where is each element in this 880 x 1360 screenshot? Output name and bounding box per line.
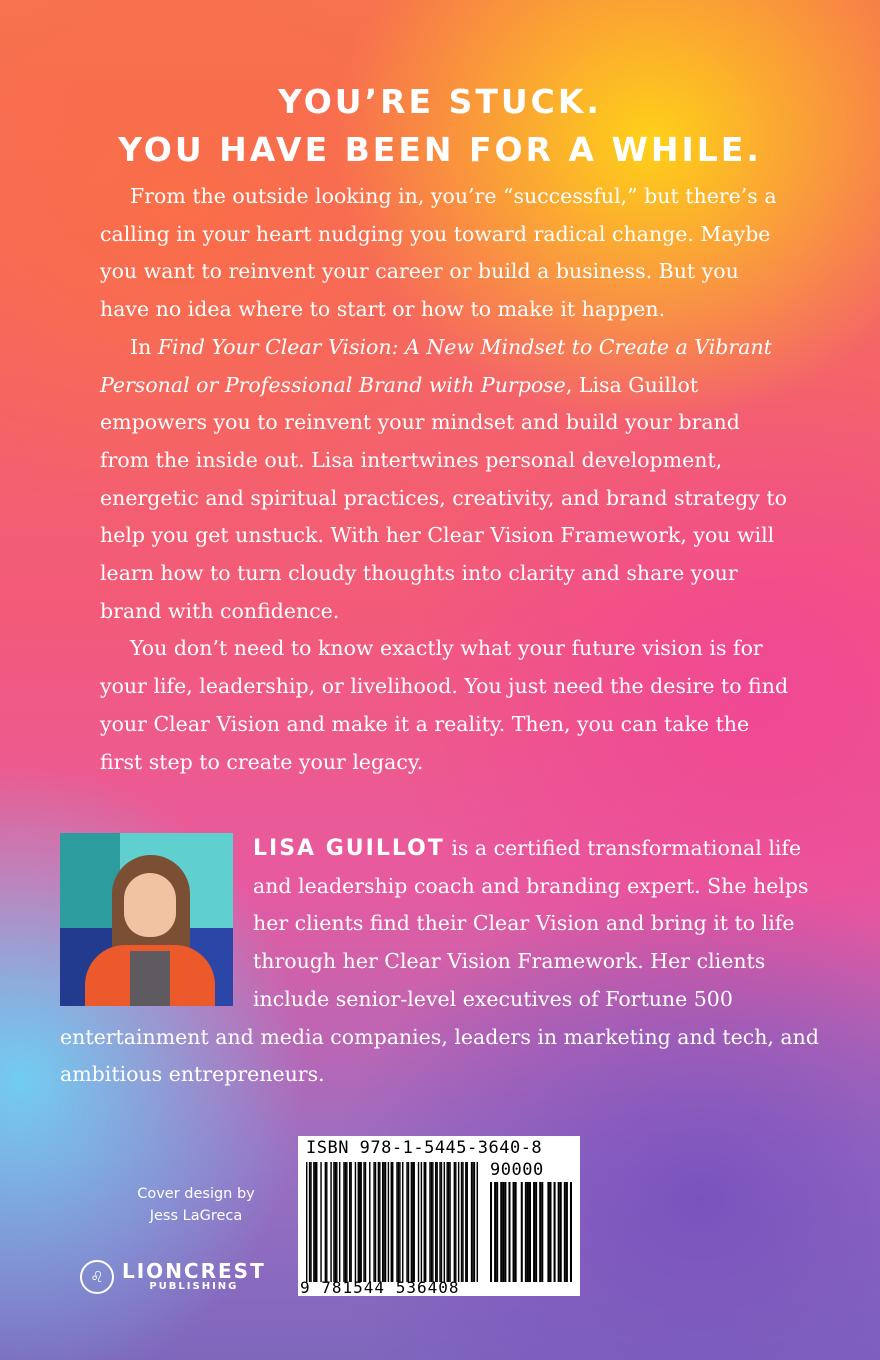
barcode-bar bbox=[444, 1162, 445, 1282]
barcode-bar bbox=[547, 1182, 549, 1282]
barcode-bar bbox=[515, 1182, 517, 1282]
barcode-bar bbox=[363, 1162, 364, 1282]
cover-credit-line-2: Jess LaGreca bbox=[149, 1208, 243, 1224]
publisher-sub: PUBLISHING bbox=[149, 1281, 239, 1292]
isbn-barcode bbox=[298, 1136, 580, 1296]
barcode-bar bbox=[412, 1162, 413, 1282]
barcode-bar bbox=[513, 1182, 515, 1282]
barcode-bar bbox=[436, 1162, 437, 1282]
blurb-paragraph-1: From the outside looking in, you’re “successful,” but there’s a calling in your heart nudging you toward radical change. Maybe you want to reinvent your career or build a business. But you have no idea where to start or how to make it happen. bbox=[100, 184, 777, 322]
author-bio-text: is a certified transformational life and leadership coach and branding expert. She helps her clients find their Clear Vision and bring it to life through her Clear Vision Framework. Her clients include senior-level executives of Fortune 500 entertainment and media companies, leaders in marketing and tech, and ambitious entrepreneurs. bbox=[60, 836, 819, 1087]
barcode-bar bbox=[315, 1162, 316, 1282]
blurb-paragraph-2 bbox=[100, 329, 790, 631]
barcode-bar bbox=[310, 1162, 311, 1282]
barcode-bar bbox=[306, 1162, 307, 1282]
barcode-bar bbox=[446, 1162, 447, 1282]
headline-line-2: YOU HAVE BEEN FOR A WHILE. bbox=[118, 130, 762, 169]
barcode-bar bbox=[474, 1162, 475, 1282]
barcode-bar bbox=[392, 1162, 393, 1282]
barcode-bar bbox=[455, 1162, 456, 1282]
barcode-bar bbox=[441, 1162, 442, 1282]
author-name: LISA GUILLOT bbox=[253, 836, 445, 861]
barcode-bar bbox=[560, 1182, 562, 1282]
cover-credit-line-1: Cover design by bbox=[137, 1186, 255, 1202]
barcode-bar bbox=[316, 1162, 317, 1282]
barcode-bar bbox=[360, 1162, 361, 1282]
barcode-bar bbox=[359, 1162, 360, 1282]
barcode-bar bbox=[448, 1162, 449, 1282]
barcode-bar bbox=[461, 1162, 462, 1282]
barcode-bar bbox=[529, 1182, 531, 1282]
barcode-bar bbox=[346, 1162, 347, 1282]
barcode-bar bbox=[490, 1182, 492, 1282]
author-bio bbox=[60, 830, 820, 1094]
publisher-logo bbox=[80, 1257, 266, 1297]
barcode-bar bbox=[382, 1162, 383, 1282]
book-title: Find Your Clear Vision: A New Mindset to Create a Vibrant Personal or Professional Brand with Purpose bbox=[100, 334, 772, 397]
price-code: 90000 bbox=[490, 1160, 544, 1180]
barcode-bar bbox=[535, 1182, 537, 1282]
barcode-bar bbox=[399, 1162, 400, 1282]
barcode-bar bbox=[396, 1162, 397, 1282]
barcode-bar bbox=[408, 1162, 409, 1282]
barcode-bar bbox=[330, 1162, 331, 1282]
barcode-bar bbox=[508, 1182, 510, 1282]
barcode-bar bbox=[398, 1162, 399, 1282]
barcode-bar bbox=[406, 1162, 407, 1282]
cover-credit bbox=[96, 1183, 296, 1227]
barcode-bar bbox=[458, 1162, 459, 1282]
barcode-bar bbox=[564, 1182, 566, 1282]
barcode-bar bbox=[378, 1162, 379, 1282]
isbn-label: ISBN 978-1-5445-3640-8 bbox=[306, 1138, 543, 1158]
barcode-bar bbox=[462, 1162, 463, 1282]
barcode-bar bbox=[494, 1182, 496, 1282]
barcode-bar bbox=[554, 1182, 556, 1282]
barcode-bar bbox=[471, 1162, 472, 1282]
barcode-bar bbox=[421, 1162, 422, 1282]
barcode-bar bbox=[477, 1162, 478, 1282]
barcode-bar bbox=[411, 1162, 412, 1282]
barcode-bar bbox=[365, 1162, 366, 1282]
barcode-bar bbox=[439, 1162, 440, 1282]
barcode-bar bbox=[383, 1162, 384, 1282]
barcode-bar bbox=[431, 1162, 432, 1282]
price-barcode-bars bbox=[490, 1182, 572, 1282]
barcode-bar bbox=[358, 1162, 359, 1282]
barcode-bar bbox=[558, 1182, 560, 1282]
barcode-bar bbox=[418, 1162, 419, 1282]
barcode-bar bbox=[525, 1182, 527, 1282]
barcode-bar bbox=[349, 1162, 350, 1282]
barcode-bar bbox=[521, 1182, 523, 1282]
barcode-bar bbox=[373, 1162, 374, 1282]
publisher-name: LIONCREST bbox=[122, 1259, 266, 1283]
barcode-bar bbox=[414, 1162, 415, 1282]
barcode-bar bbox=[432, 1162, 433, 1282]
barcode-bar bbox=[541, 1182, 543, 1282]
barcode-bar bbox=[350, 1162, 351, 1282]
blurb-paragraph-3: You don’t need to know exactly what your future vision is for your life, leadership, or livelihood. You just need the desire to find your Clear Vision and make it a reality. Then, you can take the first step to create your legacy. bbox=[100, 636, 789, 774]
barcode-bar bbox=[375, 1162, 376, 1282]
barcode-bar bbox=[467, 1162, 468, 1282]
barcode-bar bbox=[504, 1182, 506, 1282]
barcode-bar bbox=[355, 1162, 356, 1282]
barcode-bar bbox=[570, 1182, 572, 1282]
barcode-bar bbox=[539, 1182, 541, 1282]
barcode-bar bbox=[369, 1162, 370, 1282]
barcode-bar bbox=[345, 1162, 346, 1282]
blurb-p2-rest: , Lisa Guillot empowers you to reinvent your mindset and build your brand from the inside out. Lisa intertwines personal development, energetic and spiritual practices, creativity, and brand strategy to help you get unstuck. With her Clear Vision Framework, you will learn how to turn cloudy thoughts into clarity and share your brand with confidence. bbox=[100, 372, 787, 623]
barcode-bar bbox=[424, 1162, 425, 1282]
barcode-bar bbox=[496, 1182, 498, 1282]
barcode-bar bbox=[333, 1162, 334, 1282]
barcode-bars bbox=[306, 1162, 478, 1282]
barcode-bar bbox=[465, 1162, 466, 1282]
barcode-bar bbox=[454, 1162, 455, 1282]
barcode-bar bbox=[527, 1182, 529, 1282]
barcode-bar bbox=[388, 1162, 389, 1282]
barcode-bar bbox=[391, 1162, 392, 1282]
barcode-bar bbox=[549, 1182, 551, 1282]
barcode-bar bbox=[379, 1162, 380, 1282]
barcode-bar bbox=[339, 1162, 340, 1282]
barcode-bar bbox=[335, 1162, 336, 1282]
barcode-bar bbox=[566, 1182, 568, 1282]
barcode-bar bbox=[429, 1162, 430, 1282]
barcode-bar bbox=[326, 1162, 327, 1282]
barcode-bar bbox=[472, 1162, 473, 1282]
blurb bbox=[100, 178, 790, 781]
headline-line-1: YOU’RE STUCK. bbox=[278, 82, 602, 121]
barcode-bar bbox=[449, 1162, 450, 1282]
barcode-bar bbox=[533, 1182, 535, 1282]
barcode-bar bbox=[325, 1162, 326, 1282]
barcode-bar bbox=[502, 1182, 504, 1282]
barcode-bar bbox=[385, 1162, 386, 1282]
barcode-bar bbox=[343, 1162, 344, 1282]
barcode-bar bbox=[336, 1162, 337, 1282]
barcode-bar bbox=[320, 1162, 321, 1282]
barcode-bar bbox=[500, 1182, 502, 1282]
barcode-bar bbox=[435, 1162, 436, 1282]
barcode-bar bbox=[425, 1162, 426, 1282]
barcode-bar bbox=[402, 1162, 403, 1282]
barcode-digits: 9 781544 536408 bbox=[300, 1278, 460, 1297]
barcode-bar bbox=[313, 1162, 314, 1282]
barcode-bar bbox=[309, 1162, 310, 1282]
lion-icon: ♌ bbox=[80, 1260, 114, 1294]
blurb-p2-prefix: In bbox=[130, 334, 158, 359]
